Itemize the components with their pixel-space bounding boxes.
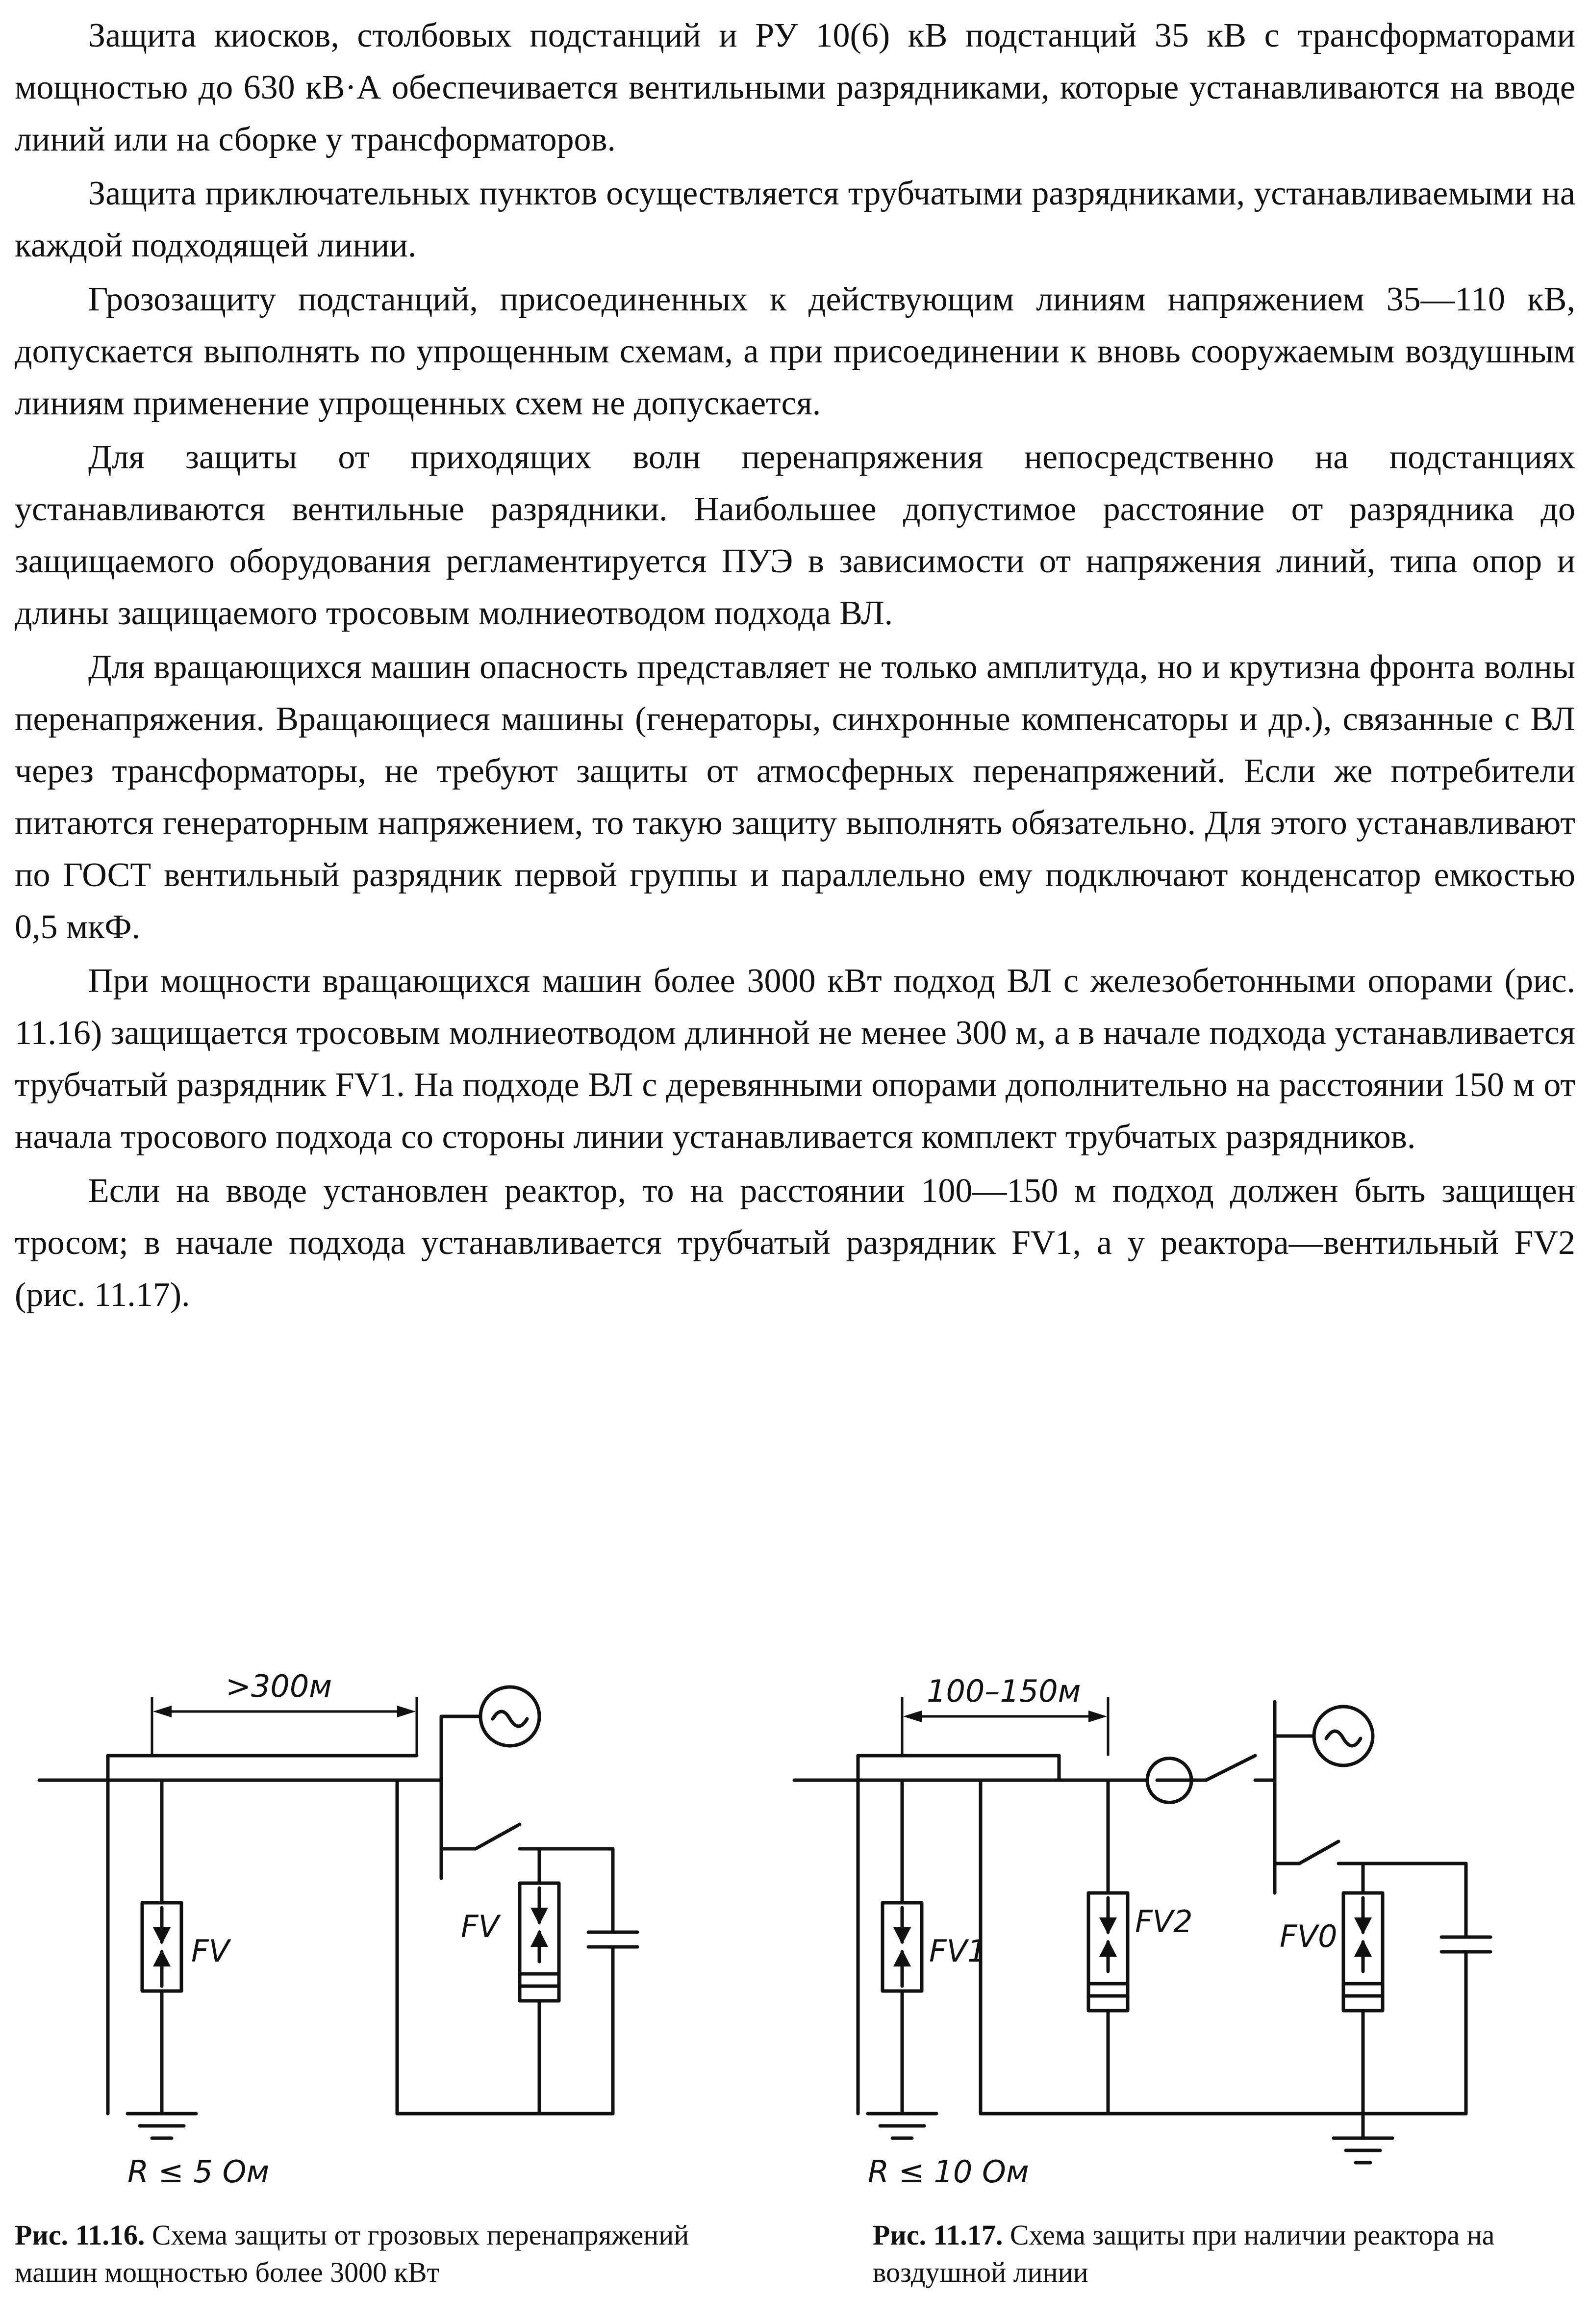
resistance-label: R ≤ 5 Ом (127, 2154, 270, 2190)
arrow-right-icon (1088, 1711, 1107, 1722)
arrester-label: FV (191, 1933, 230, 1969)
arrester-label: FV0 (1280, 1918, 1338, 1954)
figure-caption-text: Схема защиты от грозовых перенапряжений машин мощностью более 3000 кВт (15, 2219, 689, 2288)
arrow-left-icon (903, 1711, 922, 1722)
arrow-right-icon (397, 1706, 416, 1717)
distance-label: 100–150м (927, 1673, 1081, 1709)
paragraph: Для вращающихся машин опасность представляет не только амплитуда, но и крутизна фронта волны перенапряжения. Вращающиеся машины (генераторы, синхронные компенсаторы и др.), связанные с ВЛ через трансформаторы, не требуют защиты от атмосферных перенапряжений. Если же потребители питаются генераторным напряжением, то такую защиту выполнять обязательно. Для этого устанавливают по ГОСТ вентильный разрядник первой группы и параллельно ему подключают конденсатор емкостью 0,5 мкФ. (15, 648, 1575, 946)
figure-caption-label: Рис. 11.17. (873, 2219, 1003, 2251)
body-text (15, 10, 1575, 1323)
arrow-down-icon (530, 1908, 548, 1925)
distance-label: >300м (226, 1668, 332, 1704)
sine-icon (493, 1711, 527, 1726)
sine-icon (1326, 1731, 1361, 1746)
lightning-protection-diagram-machines (10, 1618, 721, 2197)
figures-area (0, 1618, 1590, 2197)
figure-caption (15, 2217, 701, 2291)
switch-icon (1299, 1841, 1338, 1864)
lightning-protection-diagram-reactor (784, 1618, 1579, 2197)
paragraph: При мощности вращающихся машин более 3000 кВт подход ВЛ с железобетонными опорами (рис. 11.16) защищается тросовым молниеотводом длинной не менее 300 м, а в начале подхода устанавливается трубчатый разрядник FV1. На подходе ВЛ с деревянными опорами дополнительно на расстоянии 150 м от начала тросового подхода со стороны линии устанавливается комплект трубчатых разрядников. (15, 962, 1575, 1156)
switch-icon (476, 1824, 520, 1849)
resistance-label: R ≤ 10 Ом (868, 2154, 1029, 2190)
arrow-up-icon (153, 1949, 171, 1966)
arrow-left-icon (153, 1706, 172, 1717)
arrow-down-icon (1099, 1917, 1117, 1935)
arrester-label: FV1 (929, 1933, 987, 1969)
figure-caption-label: Рис. 11.16. (15, 2219, 145, 2251)
arrow-down-icon (153, 1927, 171, 1944)
arrester-label: FV (461, 1909, 500, 1944)
arrow-up-icon (1099, 1940, 1117, 1957)
paragraph: Если на вводе установлен реактор, то на расстоянии 100—150 м подход должен быть защищен тросом; в начале подхода устанавливается трубчатый разрядник FV1, а у реактора—вентильный FV2 (рис. 11.17). (15, 1172, 1575, 1314)
arrow-up-icon (1354, 1940, 1372, 1957)
paragraph: Защита киосков, столбовых подстанций и РУ 10(6) кВ подстанций 35 кВ с трансформаторами мощностью до 630 кВ·А обеспечивается вентильными разрядниками, которые устанавливаются на вводе линий или на сборке у трансформаторов. (15, 17, 1575, 158)
arrow-up-icon (530, 1930, 548, 1947)
arrow-down-icon (1354, 1917, 1372, 1935)
figure-caption-text: Схема защиты при наличии реактора на воздушной линии (873, 2219, 1495, 2288)
figure-caption (873, 2217, 1574, 2291)
paragraph: Грозозащиту подстанций, присоединенных к действующим линиям напряжением 35—110 кВ, допускается выполнять по упрощенным схемам, а при присоединении к вновь сооружаемым воздушным линиям применение упрощенных схем не допускается. (15, 281, 1575, 422)
arrester-label: FV2 (1135, 1904, 1193, 1940)
paragraph: Защита приключательных пунктов осуществляется трубчатыми разрядниками, устанавливаемыми на каждой подходящей линии. (15, 175, 1575, 264)
switch-icon (1206, 1756, 1255, 1780)
paragraph: Для защиты от приходящих волн перенапряжения непосредственно на подстанциях устанавливаются вентильные разрядники. Наибольшее допустимое расстояние от разрядника до защищаемого оборудования регламентируется ПУЭ в зависимости от напряжения линий, типа опор и длины защищаемого тросовым молниеотводом подхода ВЛ. (15, 438, 1575, 632)
